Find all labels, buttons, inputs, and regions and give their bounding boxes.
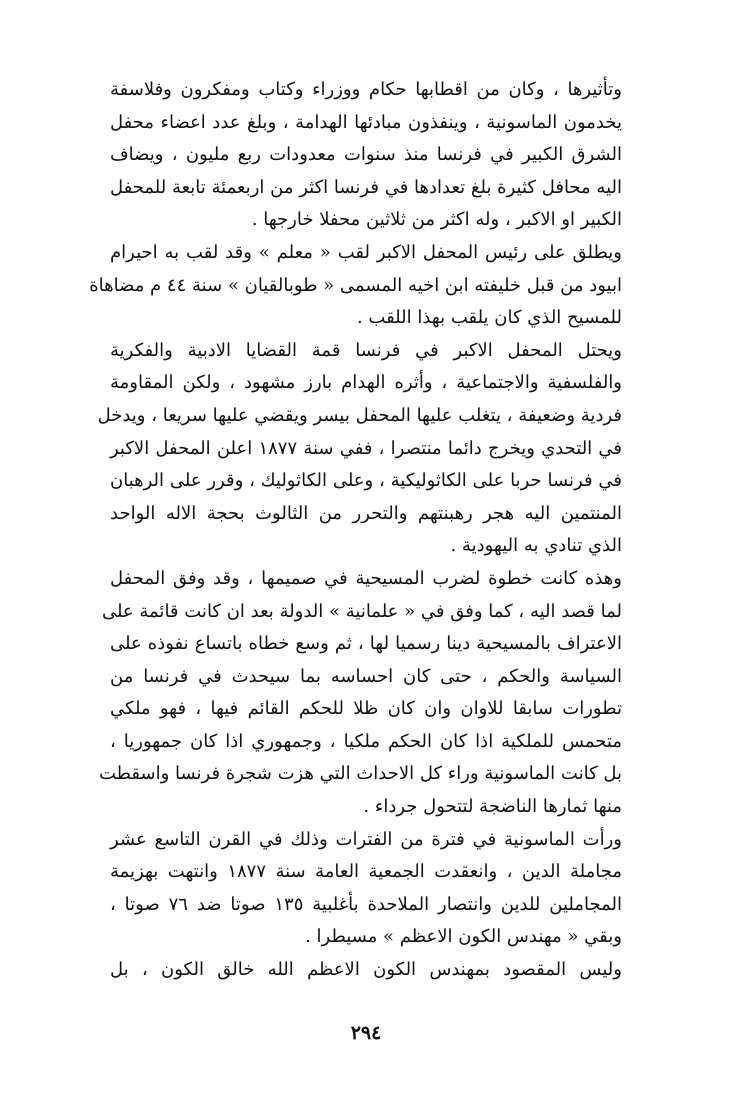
paragraph-2 xyxy=(89,237,622,335)
text-line: مجاملة الدين ، وانعقدت الجمعية العامة سنة ١٨٧٧ وانتهت بهزيمة xyxy=(110,861,622,883)
text-line: لما قصد اليه ، كما وفق في « علمانية » الدولة بعد ان كانت قائمة على xyxy=(101,600,622,622)
paragraph-5 xyxy=(110,824,622,954)
text-line: متحمس للملكية اذا كان الحكم ملكيا ، وجمهوري اذا كان جمهوريا ، xyxy=(110,730,622,752)
paragraph-1 xyxy=(110,74,622,237)
paragraph-3 xyxy=(97,335,623,563)
text-line: منها ثمارها الناضجة لتتحول جرداء . xyxy=(363,796,622,818)
paragraph-6 xyxy=(110,954,622,987)
text-line: المجاملين للدين وانتصار الملاحدة بأغلبية ١٣٥ صوتا ضد ٧٦ صوتا ، xyxy=(110,893,622,915)
paragraph-4 xyxy=(98,563,622,824)
text-line: السياسة والحكم ، حتى كان احساسه بما سيحدث في فرنسا من xyxy=(110,665,622,687)
text-line: يخدمون الماسونية ، وينفذون مبادئها الهدامة ، وبلغ عدد اعضاء محفل xyxy=(110,111,622,133)
text-line: في التحدي ويخرج دائما منتصرا ، ففي سنة ١٨٧٧ اعلن المحفل الاكبر xyxy=(110,437,622,459)
page-number: ٢٩٤ xyxy=(350,1022,382,1044)
text-line: الذي تنادي به اليهودية . xyxy=(450,535,622,557)
text-line: وليس المقصود بمهندس الكون الاعظم الله خالق الكون ، بل xyxy=(110,959,622,981)
text-line: تطورات سابقا للاوان وان كان ظلا للحكم القائم فيها ، فهو ملكي xyxy=(110,698,622,720)
text-line: ويحتل المحفل الاكبر في فرنسا قمة القضايا الادبية والفكرية xyxy=(110,339,622,361)
text-line: وبقي « مهندس الكون الاعظم » مسيطرا . xyxy=(305,926,622,948)
text-line: وتأثيرها ، وكان من اقطابها حكام ووزراء وكتاب ومفكرون وفلاسفة xyxy=(110,79,622,100)
text-line: الاعتراف بالمسيحية دينا رسميا لها ، ثم وسع خطاه باتساع نفوذه على xyxy=(110,633,622,655)
text-line: اليه محافل كثيرة بلغ تعدادها في فرنسا اكثر من اربعمئة تابعة للمحفل xyxy=(110,176,622,198)
text-line: فردية وضعيفة ، يتغلب عليها المحفل بيسر ويقضي عليها سريعا ، ويدخل xyxy=(97,404,622,426)
text-line: ورأت الماسونية في فترة من الفترات وذلك في القرن التاسع عشر xyxy=(110,828,622,850)
text-line: الكبير او الاكبر ، وله اكثر من ثلاثين محفلا خارجها . xyxy=(251,209,622,231)
text-line: ابيود من قبل خليفته ابن اخيه المسمى « طوبالقيان » سنة ٤٤ م مضاهاة xyxy=(89,274,622,296)
text-line: ويطلق على رئيس المحفل الاكبر لقب « معلم » وقد لقب به احيرام xyxy=(110,241,622,263)
text-line: في فرنسا حربا على الكاثوليكية ، وعلى الكاثوليك ، وقرر على الرهبان xyxy=(110,470,623,492)
text-line: للمسيح الذي كان يلقب بهذا اللقب . xyxy=(356,307,622,329)
text-line: المنتمين اليه هجر رهبنتهم والتحرر من الثالوث بحجة الاله الواحد xyxy=(110,502,622,524)
text-line: وهذه كانت خطوة لضرب المسيحية في صميمها ، وقد وفق المحفل xyxy=(110,567,622,589)
text-line: بل كانت الماسونية وراء كل الاحداث التي هزت شجرة فرنسا واسقطت xyxy=(98,763,622,785)
page-body xyxy=(89,74,623,987)
text-line: الشرق الكبير في فرنسا منذ سنوات معدودات ربع مليون ، ويضاف xyxy=(110,144,622,166)
text-line: والفلسفية والاجتماعية ، وأثره الهدام بارز مشهود ، ولكن المقاومة xyxy=(110,372,622,394)
